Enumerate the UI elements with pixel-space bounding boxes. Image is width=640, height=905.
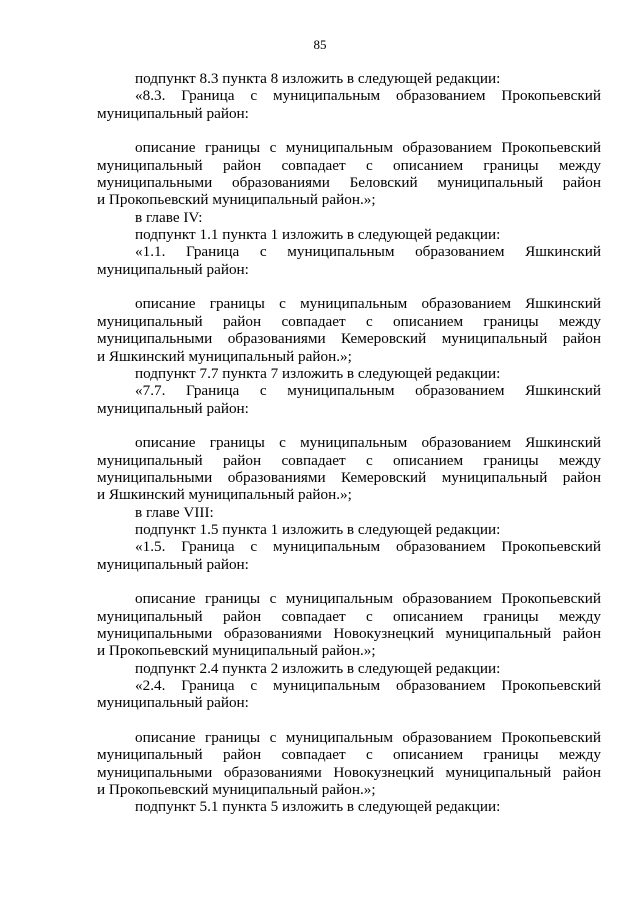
section-heading-line: «2.4. Граница с муниципальным образованием Прокопьевский xyxy=(135,677,601,695)
description-line: и Прокопьевский муниципальный район.»; xyxy=(97,781,376,799)
blank-line xyxy=(97,573,601,590)
instruction-paragraph: подпункт 1.5 пункта 1 изложить в следующей редакции: xyxy=(135,520,501,538)
section-heading-1-1 xyxy=(97,243,601,278)
description-line: муниципальный район совпадает с описанием границы между xyxy=(97,312,601,330)
section-heading-7-7 xyxy=(97,382,601,417)
description-line: муниципальными образованиями Беловский муниципальный район xyxy=(97,174,601,192)
instruction-paragraph: подпункт 1.1 пункта 1 изложить в следующей редакции: xyxy=(135,226,501,244)
section-heading-line: муниципальный район: xyxy=(97,399,249,417)
section-heading-line: муниципальный район: xyxy=(97,104,249,122)
description-line: и Прокопьевский муниципальный район.»; xyxy=(97,191,376,209)
description-line: описание границы с муниципальным образованием Прокопьевский xyxy=(135,590,601,608)
page-number: 85 xyxy=(313,37,327,52)
instruction-paragraph: подпункт 7.7 пункта 7 изложить в следующей редакции: xyxy=(135,364,501,382)
boundary-description xyxy=(97,139,601,208)
chapter-reference: в главе VIII: xyxy=(135,503,214,521)
instruction-paragraph: подпункт 5.1 пункта 5 изложить в следующей редакции: xyxy=(135,798,501,816)
section-heading-line: муниципальный район: xyxy=(97,260,249,278)
section-heading-1-5 xyxy=(97,538,601,573)
section-heading-2-4 xyxy=(97,677,601,712)
description-line: муниципальный район совпадает с описанием границы между xyxy=(97,156,601,174)
description-line: описание границы с муниципальным образованием Яшкинский xyxy=(135,295,601,313)
boundary-description xyxy=(97,295,601,364)
description-line: описание границы с муниципальным образованием Прокопьевский xyxy=(135,729,601,747)
boundary-description xyxy=(97,729,601,798)
description-line: муниципальный район совпадает с описанием границы между xyxy=(97,607,601,625)
description-line: муниципальными образованиями Кемеровский муниципальный район xyxy=(97,468,601,486)
description-line: муниципальный район совпадает с описанием границы между xyxy=(97,746,601,764)
section-heading-line: муниципальный район: xyxy=(97,694,249,712)
description-line: муниципальными образованиями Кемеровский муниципальный район xyxy=(97,330,601,348)
boundary-description xyxy=(97,434,601,503)
description-line: и Яшкинский муниципальный район.»; xyxy=(97,347,352,365)
section-heading-line: «7.7. Граница с муниципальным образованием Яшкинский xyxy=(135,382,601,400)
section-heading-line: «1.5. Граница с муниципальным образованием Прокопьевский xyxy=(135,538,601,556)
description-line: муниципальный район совпадает с описанием границы между xyxy=(97,451,601,469)
document-body xyxy=(97,70,601,816)
description-line: муниципальными образованиями Новокузнецкий муниципальный район xyxy=(97,625,601,642)
chapter-reference: в главе IV: xyxy=(135,208,203,226)
section-heading-8-3 xyxy=(97,87,601,122)
blank-line xyxy=(97,278,601,295)
section-heading-line: «1.1. Граница с муниципальным образованием Яшкинский xyxy=(135,243,601,261)
instruction-paragraph: подпункт 2.4 пункта 2 изложить в следующей редакции: xyxy=(135,659,501,677)
description-line: описание границы с муниципальным образованием Прокопьевский xyxy=(135,139,601,157)
boundary-description xyxy=(97,590,601,659)
blank-line xyxy=(97,712,601,729)
blank-line xyxy=(97,122,601,139)
section-heading-line: «8.3. Граница с муниципальным образованием Прокопьевский xyxy=(135,87,601,105)
blank-line xyxy=(97,417,601,434)
description-line: и Яшкинский муниципальный район.»; xyxy=(97,486,352,504)
description-line: описание границы с муниципальным образованием Яшкинский xyxy=(135,434,601,452)
description-line: и Прокопьевский муниципальный район.»; xyxy=(97,642,376,660)
instruction-paragraph: подпункт 8.3 пункта 8 изложить в следующей редакции: xyxy=(135,70,501,87)
description-line: муниципальными образованиями Новокузнецкий муниципальный район xyxy=(97,763,601,781)
section-heading-line: муниципальный район: xyxy=(97,555,249,573)
